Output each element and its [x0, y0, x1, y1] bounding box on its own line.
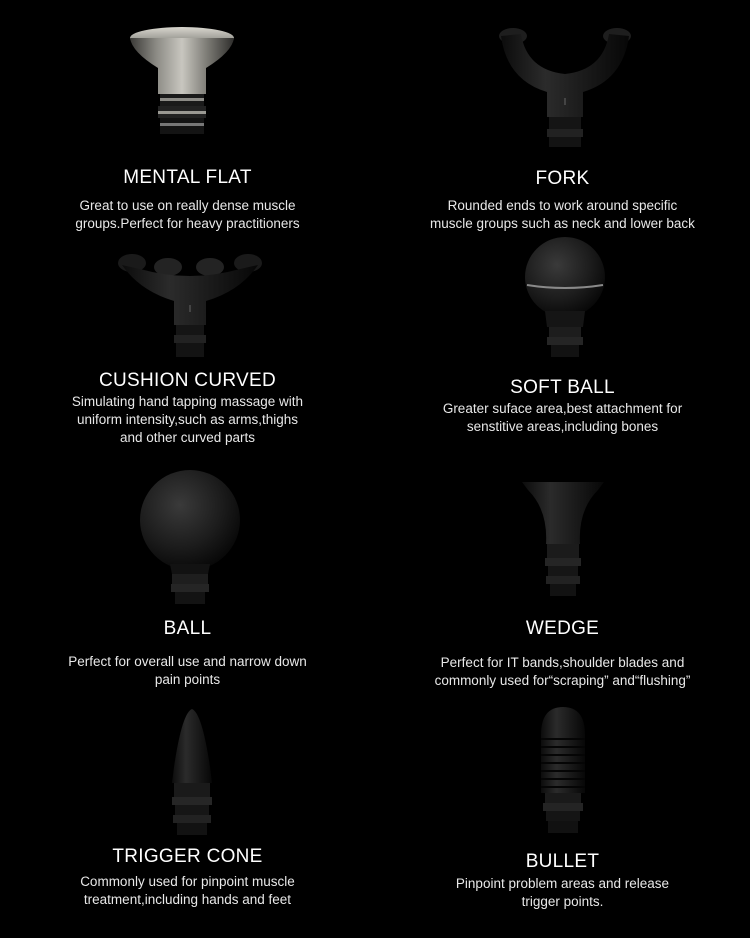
wedge-head-icon [518, 480, 608, 605]
attachment-soft-ball [375, 235, 750, 465]
attachment-title: WEDGE [525, 618, 600, 639]
attachment-wedge [375, 465, 750, 695]
attachment-title: SOFT BALL [510, 377, 615, 398]
attachment-metal-flat [0, 0, 375, 235]
attachment-description: Greater suface area,best attachment for senstitive areas,including bones [442, 401, 683, 434]
attachment-description: Simulating hand tapping massage with uniform intensity,such as arms,thighs and other curved parts [71, 394, 304, 445]
attachment-trigger-cone [0, 695, 375, 938]
attachment-title: CUSHION CURVED [99, 370, 276, 391]
attachment-description: Commonly used for pinpoint muscle treatment,including hands and feet [80, 874, 295, 907]
attachment-title: MENTAL FLAT [123, 167, 252, 188]
attachment-title: BULLET [525, 851, 600, 872]
attachment-bullet [375, 695, 750, 938]
attachment-title: FORK [535, 168, 590, 189]
attachment-title: BALL [163, 618, 212, 639]
attachment-description: Pinpoint problem areas and release trigger points. [455, 876, 670, 909]
bullet-head-icon [533, 705, 593, 845]
attachment-description: Perfect for IT bands,shoulder blades and commonly used for“scraping” and“flushing” [434, 655, 691, 688]
attachment-title: TRIGGER CONE [112, 846, 263, 867]
attachment-description: Rounded ends to work around specific muscle groups such as neck and lower back [430, 198, 695, 231]
attachment-description: Great to use on really dense muscle groups.Perfect for heavy practitioners [75, 198, 300, 231]
trigger-cone-head-icon [162, 707, 222, 847]
attachment-description: Perfect for overall use and narrow down pain points [68, 654, 307, 687]
attachment-cushion-curved [0, 235, 375, 465]
attachment-ball [0, 465, 375, 695]
cushion-curved-head-icon [110, 243, 270, 373]
attachment-fork [375, 0, 750, 235]
soft-ball-head-icon [515, 235, 615, 365]
ball-head-icon [135, 470, 245, 610]
metal-flat-head-icon [122, 22, 242, 152]
fork-head-icon [485, 22, 645, 157]
